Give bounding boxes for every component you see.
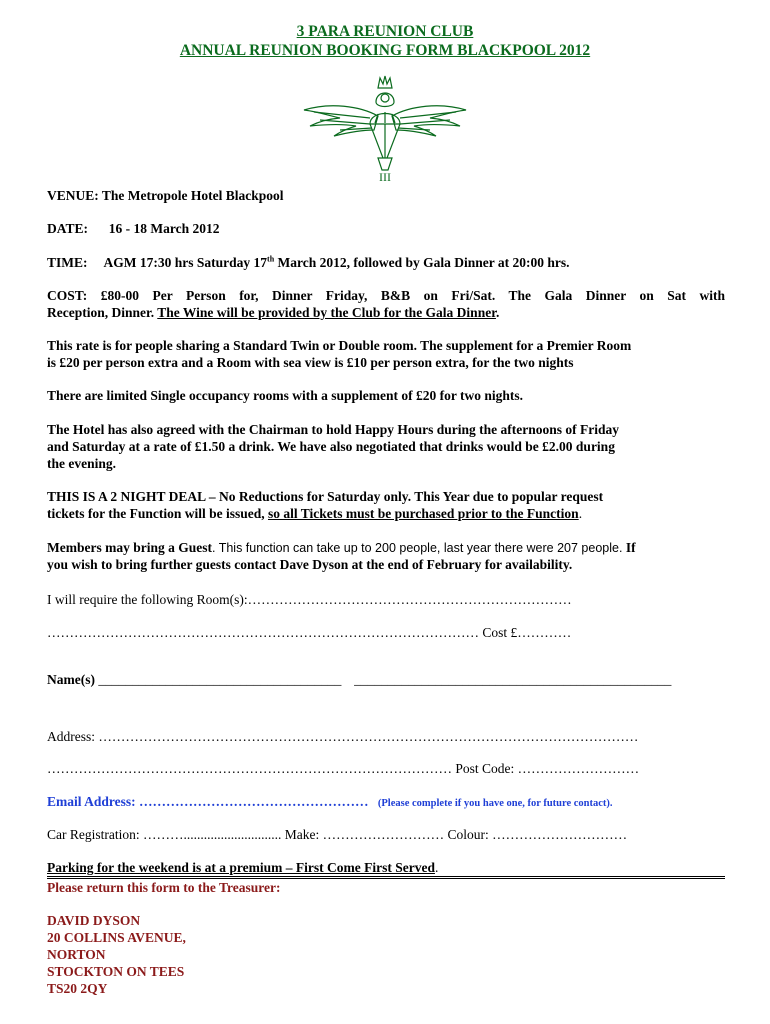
parking-end: . — [434, 860, 439, 875]
emblem-label: III — [379, 170, 391, 184]
rate-line1: This rate is for people sharing a Standard Twin or Double room. The supplement for a Premier Room — [47, 338, 632, 353]
return-heading: Please return this form to the Treasurer: — [47, 880, 281, 895]
address-postcode: TS20 2QY — [47, 981, 108, 996]
time-value-a: AGM 17:30 hrs Saturday 17 — [103, 255, 268, 270]
address-postcode-field[interactable]: ……………………………………………………………………………… Post Code: ……………………… — [47, 761, 640, 776]
divider-top — [47, 876, 725, 877]
happy-hour-line3: the evening. — [47, 456, 116, 471]
happy-hour-line2: and Saturday at a rate of £1.50 a drink. We have also negotiated that drinks would be £2.00 during — [47, 439, 615, 454]
rooms-cost-field[interactable]: …………………………………………………………………………………… Cost £………… — [47, 625, 572, 640]
address-line3: STOCKTON ON TEES — [47, 964, 185, 979]
emblem — [300, 72, 470, 182]
form-title-line1: 3 PARA REUNION CLUB — [296, 23, 474, 40]
cost-line2-a: Reception, Dinner. — [47, 305, 158, 320]
guest-line1-b: . This function can take up to 200 people, last year there were 207 people. — [211, 541, 626, 555]
email-field[interactable]: Email Address: …………………………………………… — [47, 794, 369, 809]
deal-line2 — [47, 505, 725, 522]
rate-line2: is £20 per person extra and a Room with sea view is £10 per person extra, for the two nights — [47, 355, 574, 370]
time-label: TIME: — [47, 255, 88, 270]
names-field-2[interactable]: _______________________________________________ — [354, 672, 672, 687]
rooms-field[interactable]: I will require the following Room(s):……………………………………………………………… — [47, 592, 572, 607]
happy-hour-line1: The Hotel has also agreed with the Chairman to hold Happy Hours during the afternoons of Friday — [47, 422, 620, 437]
car-registration-field[interactable]: Car Registration: ………............................. Make: ……………………… Colour: ………………………… — [47, 827, 628, 842]
address-field[interactable]: Address: ………………………………………………………………………………………………………… — [47, 729, 639, 744]
deal-line2-b: . — [578, 506, 583, 521]
parachute-regiment-badge-icon — [300, 72, 470, 172]
form-title-line2: ANNUAL REUNION BOOKING FORM BLACKPOOL 2012 — [179, 42, 591, 59]
email-line — [47, 793, 725, 812]
time-value-b: March 2012, followed by Gala Dinner at 20:00 hrs. — [274, 255, 570, 270]
cost-line2 — [47, 304, 725, 321]
parking-note: Parking for the weekend is at a premium – First Come First Served — [47, 860, 435, 875]
address-line1: 20 COLLINS AVENUE, — [47, 930, 186, 945]
date-value: 16 - 18 March 2012 — [108, 221, 220, 236]
treasurer-name: DAVID DYSON — [47, 913, 141, 928]
tickets-note: so all Tickets must be purchased prior to the Function — [268, 506, 579, 521]
guest-line2: you wish to bring further guests contact Dave Dyson at the end of February for availability. — [47, 557, 573, 572]
cost-line2-b: . — [495, 305, 500, 320]
date-label: DATE: — [47, 221, 89, 236]
wine-note: The Wine will be provided by the Club for the Gala Dinner — [157, 305, 496, 320]
deal-line2-a: tickets for the Function will be issued, — [47, 506, 269, 521]
time-line — [47, 254, 725, 271]
names-label: Name(s) — [47, 672, 99, 687]
guest-line1-a: Members may bring a Guest — [47, 540, 212, 555]
guest-line1 — [47, 539, 725, 557]
parking-line — [47, 859, 725, 876]
time-sup: th — [267, 254, 275, 264]
email-note: (Please complete if you have one, for future contact). — [377, 798, 613, 809]
venue-line: VENUE: The Metropole Hotel Blackpool — [47, 188, 284, 203]
deal-line1: THIS IS A 2 NIGHT DEAL – No Reductions for Saturday only. This Year due to popular request — [47, 489, 604, 504]
single-room-line: There are limited Single occupancy rooms with a supplement of £20 for two nights. — [47, 388, 524, 403]
cost-line1: COST: £80-00 Per Person for, Dinner Friday, B&B on Fri/Sat. The Gala Dinner on Sat with — [47, 288, 725, 303]
names-field-1[interactable]: ____________________________________ — [98, 672, 342, 687]
names-line — [47, 671, 725, 688]
date-line — [47, 220, 725, 237]
address-line2: NORTON — [47, 947, 106, 962]
guest-line1-c: If — [625, 540, 636, 555]
